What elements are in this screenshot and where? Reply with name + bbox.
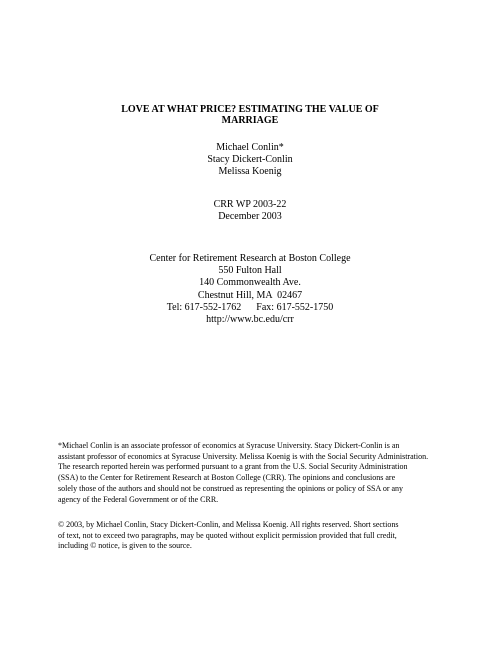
copyright-line: of text, not to exceed two paragraphs, may be quoted without explicit permission provided that full credit,: [58, 530, 397, 540]
footnote-line: solely those of the authors and should not be construed as representing the opinions or policy of SSA or any: [58, 483, 404, 493]
address-line-1: 550 Fulton Hall: [218, 265, 282, 277]
paper-number: CRR WP 2003-22: [213, 199, 287, 210]
copyright-notice: [58, 520, 474, 552]
footnote-line: (SSA) to the Center for Retirement Research at Boston College (CRR). The opinions and conclusions are: [58, 473, 396, 483]
author-1: Michael Conlin*: [216, 142, 284, 153]
author-3: Melissa Koenig: [218, 166, 282, 178]
author-list: [0, 142, 500, 179]
copyright-line: including © notice, is given to the source.: [58, 541, 192, 551]
footnote-line: *Michael Conlin is an associate professor of economics at Syracuse University. Stacy Dickert-Conlin is an: [58, 441, 400, 450]
footnote-line: assistant professor of economics at Syracuse University. Melissa Koenig is with the Social Security Administration.: [58, 451, 429, 461]
working-paper-info: [0, 199, 500, 223]
author-footnote: [58, 441, 474, 505]
title-line-1: LOVE AT WHAT PRICE? ESTIMATING THE VALUE OF: [121, 104, 379, 115]
copyright-line: © 2003, by Michael Conlin, Stacy Dickert-Conlin, and Melissa Koenig. All rights reserved. Short sections: [58, 520, 399, 529]
institution-block: [0, 253, 500, 326]
address-line-3: Chestnut Hill, MA 02467: [197, 289, 303, 301]
footnote-line: agency of the Federal Government or of the CRR.: [58, 494, 219, 504]
phone-fax: Tel: 617-552-1762 Fax: 617-552-1750: [166, 301, 334, 313]
author-2: Stacy Dickert-Conlin: [207, 154, 293, 166]
paper-title: [0, 104, 500, 126]
institution-name: Center for Retirement Research at Boston College: [149, 253, 351, 264]
footnote-line: The research reported herein was performed pursuant to a grant from the U.S. Social Security Administration: [58, 462, 408, 472]
website-url: http://www.bc.edu/crr: [206, 314, 294, 326]
address-line-2: 140 Commonwealth Ave.: [199, 277, 301, 289]
title-line-2: MARRIAGE: [221, 115, 279, 126]
paper-date: December 2003: [218, 211, 282, 223]
